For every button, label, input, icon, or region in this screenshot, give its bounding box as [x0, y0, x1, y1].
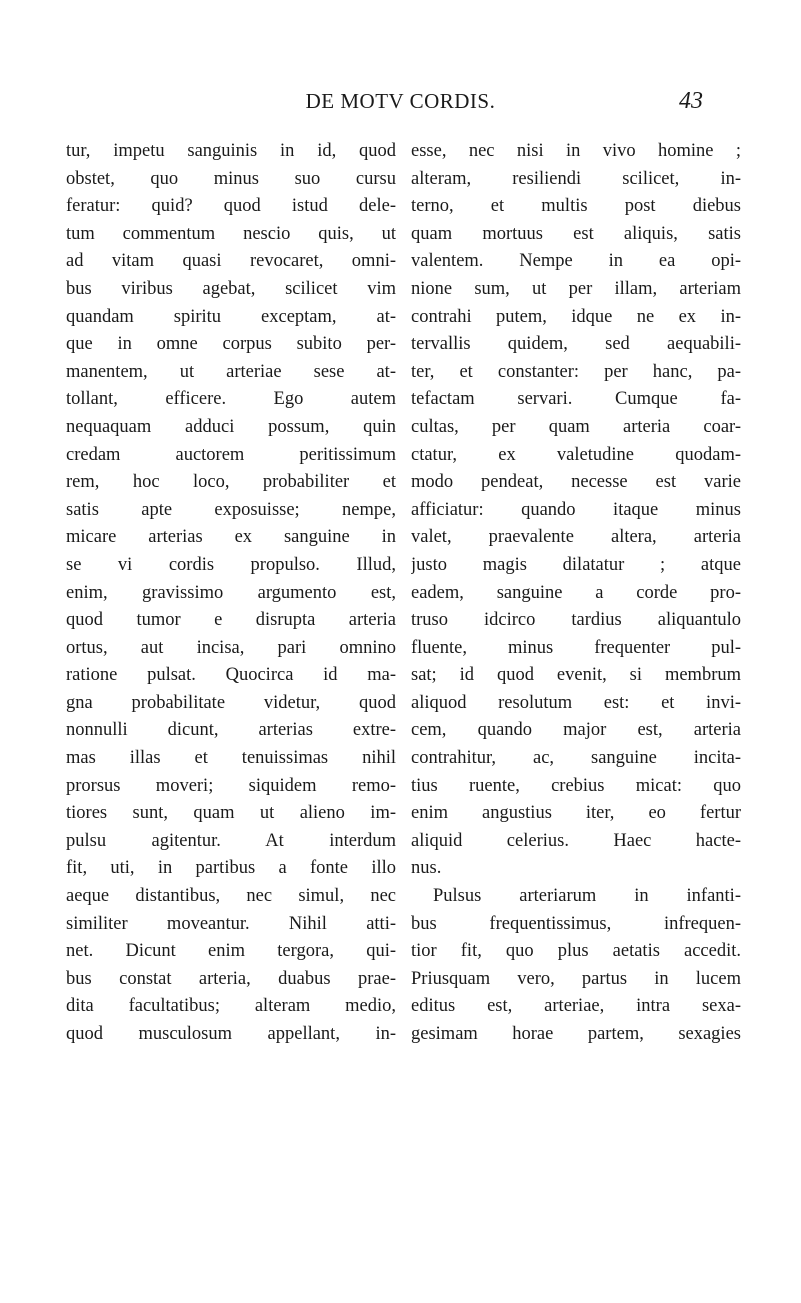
- text-line: contrahitur, ac, sanguine incita-: [411, 748, 741, 769]
- text-line: tior fit, quo plus aetatis accedit.: [411, 941, 741, 962]
- text-line: aliquod resolutum est: et invi-: [411, 692, 741, 713]
- text-line: valentem. Nempe in ea opi-: [411, 251, 741, 272]
- right-text-column: [411, 138, 741, 1049]
- text-line: eadem, sanguine a corde pro-: [411, 582, 741, 603]
- text-line: pulsu agitentur. At interdum: [66, 830, 396, 851]
- text-line: terno, et multis post diebus: [411, 196, 741, 217]
- running-head: [0, 86, 801, 116]
- text-line: modo pendeat, necesse est varie: [411, 472, 741, 493]
- text-line: tum commentum nescio quis, ut: [66, 223, 396, 244]
- text-line: cem, quando major est, arteria: [411, 720, 741, 741]
- text-line: tervallis quidem, sed aequabili-: [411, 334, 741, 355]
- text-line: ctatur, ex valetudine quodam-: [411, 444, 741, 465]
- text-line: justo magis dilatatur ; atque: [411, 554, 741, 575]
- text-line: micare arterias ex sanguine in: [66, 527, 396, 548]
- text-line: nione sum, ut per illam, arteriam: [411, 278, 741, 299]
- text-line: fit, uti, in partibus a fonte illo: [66, 858, 396, 879]
- text-line: satis apte exposuisse; nempe,: [66, 499, 396, 520]
- text-line: feratur: quid? quod istud dele-: [66, 196, 396, 217]
- text-line: quod musculosum appellant, in-: [66, 1024, 396, 1044]
- text-line: quandam spiritu exceptam, at-: [66, 306, 396, 327]
- text-line: fluente, minus frequenter pul-: [411, 637, 741, 658]
- text-line: quod tumor e disrupta arteria: [66, 610, 396, 631]
- text-line: rem, hoc loco, probabiliter et: [66, 472, 396, 493]
- text-line: cultas, per quam arteria coar-: [411, 416, 741, 437]
- text-line: tefactam servari. Cumque fa-: [411, 389, 741, 410]
- text-line: editus est, arteriae, intra sexa-: [411, 996, 741, 1017]
- text-line: aeque distantibus, nec simul, nec: [66, 886, 396, 907]
- text-line: ortus, aut incisa, pari omnino: [66, 637, 396, 658]
- text-line: que in omne corpus subito per-: [66, 334, 396, 355]
- text-line: tollant, efficere. Ego autem: [66, 389, 396, 410]
- text-line: se vi cordis propulso. Illud,: [66, 554, 396, 575]
- text-line: bus constat arteria, duabus prae-: [66, 968, 396, 989]
- text-line: ter, et constanter: per hanc, pa-: [411, 361, 741, 382]
- text-line: Pulsus arteriarum in infanti-: [433, 886, 741, 907]
- text-line: truso idcirco tardius aliquantulo: [411, 610, 741, 631]
- text-line: manentem, ut arteriae sese at-: [66, 361, 396, 382]
- text-line: obstet, quo minus suo cursu: [66, 168, 396, 189]
- page-number: 43: [679, 88, 703, 114]
- text-line: quam mortuus est aliquis, satis: [411, 223, 741, 244]
- text-line: sat; id quod evenit, si membrum: [411, 665, 741, 686]
- text-line: ratione pulsat. Quocirca id ma-: [66, 665, 396, 686]
- text-line: prorsus moveri; siquidem remo-: [66, 775, 396, 796]
- text-line: bus viribus agebat, scilicet vim: [66, 278, 396, 299]
- text-line: net. Dicunt enim tergora, qui-: [66, 941, 396, 962]
- text-line: tur, impetu sanguinis in id, quod: [66, 141, 396, 161]
- text-line: ad vitam quasi revocaret, omni-: [66, 251, 396, 272]
- text-line: Priusquam vero, partus in lucem: [411, 968, 741, 989]
- text-line: enim, gravissimo argumento est,: [66, 582, 396, 603]
- text-line: alteram, resiliendi scilicet, in-: [411, 168, 741, 189]
- text-line: bus frequentissimus, infrequen-: [411, 913, 741, 934]
- text-line: gna probabilitate videtur, quod: [66, 692, 396, 713]
- text-line: nus.: [411, 858, 442, 879]
- running-title: DE MOTV CORDIS.: [305, 89, 496, 113]
- text-line: contrahi putem, idque ne ex in-: [411, 306, 741, 327]
- left-text-column: [66, 138, 396, 1049]
- text-line: credam auctorem peritissimum: [66, 444, 396, 465]
- text-line: similiter moveantur. Nihil atti-: [66, 913, 396, 934]
- text-line: esse, nec nisi in vivo homine ;: [411, 141, 741, 161]
- text-line: aliquid celerius. Haec hacte-: [411, 830, 741, 851]
- text-line: valet, praevalente altera, arteria: [411, 527, 741, 548]
- text-line: nonnulli dicunt, arterias extre-: [66, 720, 396, 741]
- text-line: dita facultatibus; alteram medio,: [66, 996, 396, 1017]
- text-line: enim angustius iter, eo fertur: [411, 803, 741, 824]
- text-line: nequaquam adduci possum, quin: [66, 416, 396, 437]
- text-line: tiores sunt, quam ut alieno im-: [66, 803, 396, 824]
- text-line: mas illas et tenuissimas nihil: [66, 748, 396, 769]
- text-line: afficiatur: quando itaque minus: [411, 499, 741, 520]
- text-line: gesimam horae partem, sexagies: [411, 1024, 741, 1044]
- text-line: tius ruente, crebius micat: quo: [411, 775, 741, 796]
